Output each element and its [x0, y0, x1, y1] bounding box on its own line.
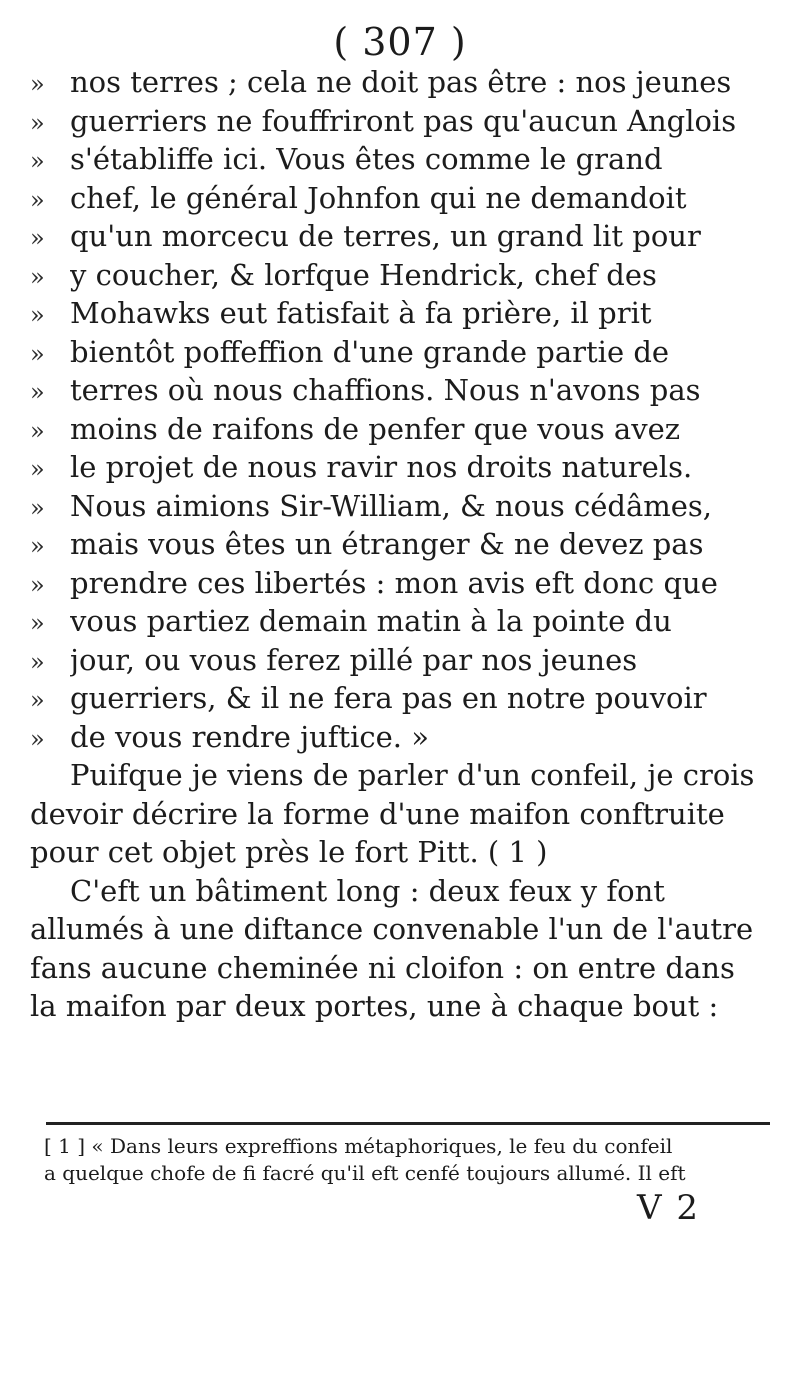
text-line [30, 102, 770, 141]
line-text: terres où nous chaffions. Nous n'avons pas [70, 373, 701, 407]
footnote-rule [46, 1122, 770, 1125]
text-line [30, 140, 770, 179]
line-text: moins de raifons de penfer que vous avez [70, 411, 681, 446]
text-line [30, 294, 770, 333]
paragraph-line: la maifon par deux portes, une à chaque bout : [30, 989, 719, 1023]
line-text: guerriers ne fouffriront pas qu'aucun Anglois [70, 103, 737, 138]
footnote-line: a quelque chofe de fi facré qu'il eft cenfé toujours allumé. Il eft [44, 1161, 686, 1185]
text-line [30, 564, 770, 603]
line-text: prendre ces libertés : mon avis eft donc que [70, 565, 718, 600]
line-text: Mohawks eut fatisfait à fa prière, il prit [70, 296, 652, 330]
paragraph [30, 756, 770, 1026]
line-text: qu'un morcecu de terres, un grand lit pour [70, 219, 701, 253]
paragraph-line: devoir décrire la forme d'une maifon conftruite [30, 796, 725, 831]
text-line [30, 679, 770, 718]
line-text: guerriers, & il ne fera pas en notre pouvoir [70, 681, 707, 715]
text-line [30, 63, 770, 102]
text-line [30, 602, 770, 641]
text-line [30, 179, 770, 218]
line-text: le projet de nous ravir nos droits naturels. [70, 450, 693, 484]
quote-mark: » [30, 647, 45, 676]
text-line [30, 448, 770, 487]
quote-mark: » [30, 609, 45, 637]
line-text: jour, ou vous ferez pillé par nos jeunes [70, 642, 638, 677]
paragraph-line: pour cet objet près le fort Pitt. ( 1 ) [30, 835, 548, 869]
text-line [30, 256, 770, 295]
line-text: s'établiffe ici. Vous êtes comme le grand [70, 142, 663, 176]
text-line [30, 487, 770, 526]
quote-mark: » [30, 262, 45, 291]
paragraph-line: Puifque je viens de parler d'un confeil, je crois [70, 758, 755, 792]
quote-mark: » [30, 416, 45, 445]
quote-mark: » [30, 147, 45, 175]
quote-mark: » [30, 493, 45, 522]
text-line [30, 217, 770, 256]
paragraph-line: allumés à une diftance convenable l'un de l'autre [30, 912, 754, 946]
body-text [30, 63, 770, 1026]
text-line [30, 333, 770, 372]
quote-mark: » [30, 455, 45, 483]
line-text: Nous aimions Sir-William, & nous cédâmes, [70, 488, 712, 523]
quote-mark: » [30, 686, 45, 714]
quote-mark: » [30, 301, 45, 329]
text-line [30, 641, 770, 680]
line-text: y coucher, & lorfque Hendrick, chef des [70, 257, 657, 292]
page-number: ( 307 ) [333, 20, 467, 64]
quoted-speech [30, 63, 770, 756]
text-line [30, 525, 770, 564]
line-text: de vous rendre juftice. » [70, 719, 429, 754]
quote-mark: » [30, 378, 45, 406]
footnote-line: [ 1 ] « Dans leurs expreffions métaphoriques, le feu du confeil [44, 1134, 673, 1158]
line-text: vous partiez demain matin à la pointe du [70, 604, 672, 638]
footnote [44, 1133, 774, 1187]
paragraph-line: fans aucune cheminée ni cloifon : on entre dans [30, 950, 735, 985]
quote-mark: » [30, 570, 45, 599]
text-line [30, 718, 770, 757]
quote-mark: » [30, 108, 45, 137]
quote-mark: » [30, 70, 45, 98]
paragraph-line: C'eft un bâtiment long : deux feux y font [70, 873, 665, 908]
line-text: nos terres ; cela ne doit pas être : nos jeunes [70, 65, 732, 99]
quote-mark: » [30, 724, 45, 753]
line-text: bientôt poffeffion d'une grande partie de [70, 334, 670, 369]
text-line [30, 410, 770, 449]
signature-mark: V 2 [637, 1188, 700, 1228]
quote-mark: » [30, 339, 45, 368]
line-text: mais vous êtes un étranger & ne devez pas [70, 527, 704, 561]
quote-mark: » [30, 224, 45, 252]
text-line [30, 371, 770, 410]
quote-mark: » [30, 185, 45, 214]
quote-mark: » [30, 532, 45, 560]
line-text: chef, le général Johnfon qui ne demandoit [70, 180, 687, 215]
